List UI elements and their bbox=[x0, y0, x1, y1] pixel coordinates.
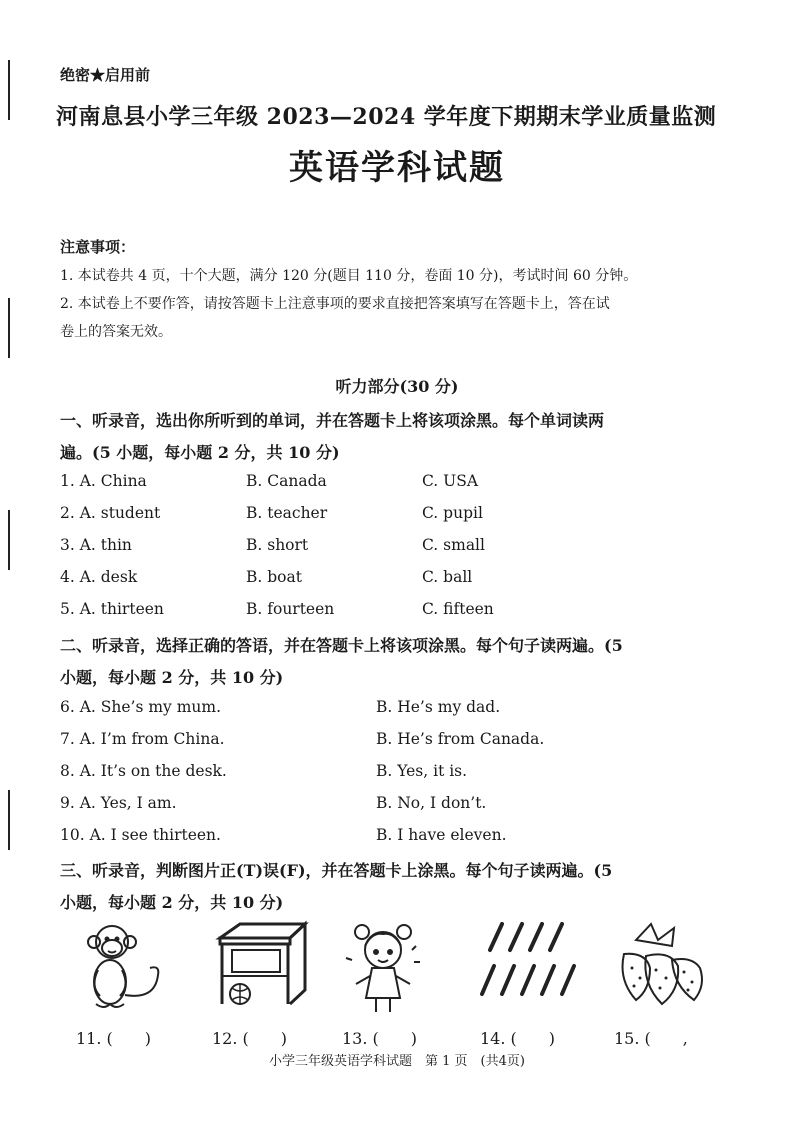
notice-heading: 注意事项： bbox=[60, 238, 136, 256]
option-a: 7. A. I’m from China. bbox=[60, 730, 225, 748]
girl-picture bbox=[342, 920, 452, 1020]
option-a: 3. A. thin bbox=[60, 536, 132, 554]
option-b: B. No, I don’t. bbox=[376, 794, 487, 812]
binding-margin-line bbox=[8, 60, 10, 120]
question-row bbox=[60, 600, 740, 622]
section-heading: 小题，每小题 2 分，共 10 分) bbox=[60, 893, 284, 912]
option-c: C. small bbox=[422, 536, 485, 554]
option-b: B. short bbox=[246, 536, 309, 554]
strawberries-picture bbox=[606, 920, 716, 1020]
option-a: 8. A. It’s on the desk. bbox=[60, 762, 227, 780]
notice-line: 1. 本试卷共 4 页，十个大题，满分 120 分(题目 110 分，卷面 10 分)，考试时间 60 分钟。 bbox=[60, 268, 638, 284]
confidential-label: 绝密★启用前 bbox=[60, 66, 151, 84]
page-footer: 小学三年级英语学科试题 第 1 页 (共4页) bbox=[269, 1054, 525, 1069]
option-a: 9. A. Yes, I am. bbox=[60, 794, 177, 812]
option-b: B. Canada bbox=[246, 472, 327, 490]
option-b: B. He’s from Canada. bbox=[376, 730, 545, 748]
option-a: 1. A. China bbox=[60, 472, 147, 490]
option-b: B. I have eleven. bbox=[376, 826, 507, 844]
binding-margin-line bbox=[8, 298, 10, 358]
picture-row bbox=[60, 920, 740, 1020]
section-heading: 遍。(5 小题，每小题 2 分，共 10 分) bbox=[60, 443, 340, 462]
listening-part-title: 听力部分(30 分) bbox=[335, 377, 459, 396]
option-a: 6. A. She’s my mum. bbox=[60, 698, 222, 716]
section-heading: 三、听录音，判断图片正(T)误(F)，并在答题卡上涂黑。每个句子读两遍。(5 bbox=[60, 861, 613, 880]
question-row bbox=[60, 536, 740, 558]
question-row bbox=[60, 472, 740, 494]
exam-subject-title: 英语学科试题 bbox=[289, 148, 505, 188]
pencils-picture bbox=[472, 920, 582, 1020]
section-heading: 二、听录音，选择正确的答语，并在答题卡上将该项涂黑。每个句子读两遍。(5 bbox=[60, 636, 623, 655]
question-row bbox=[60, 826, 740, 848]
question-row bbox=[60, 762, 740, 784]
option-a: 5. A. thirteen bbox=[60, 600, 164, 618]
question-row bbox=[60, 698, 740, 720]
option-c: C. fifteen bbox=[422, 600, 494, 618]
section-heading: 小题，每小题 2 分，共 10 分) bbox=[60, 668, 284, 687]
option-b: B. Yes, it is. bbox=[376, 762, 468, 780]
answer-blank: 11. ( ) bbox=[76, 1029, 152, 1048]
answer-blank: 14. ( ) bbox=[480, 1029, 556, 1048]
option-c: C. pupil bbox=[422, 504, 483, 522]
section-heading: 一、听录音，选出你所听到的单词，并在答题卡上将该项涂黑。每个单词读两 bbox=[60, 411, 605, 430]
answer-blank: 15. ( , bbox=[614, 1029, 688, 1048]
notice-line: 2. 本试卷上不要作答，请按答题卡上注意事项的要求直接把答案填写在答题卡上，答在试 bbox=[60, 296, 610, 312]
option-a: 2. A. student bbox=[60, 504, 161, 522]
exam-title: 河南息县小学三年级 2023—2024 学年度下期期末学业质量监测 bbox=[56, 104, 717, 130]
question-row bbox=[60, 794, 740, 816]
option-b: B. fourteen bbox=[246, 600, 335, 618]
option-c: C. USA bbox=[422, 472, 479, 490]
option-b: B. He’s my dad. bbox=[376, 698, 501, 716]
option-b: B. boat bbox=[246, 568, 302, 586]
binding-margin-line bbox=[8, 790, 10, 850]
option-c: C. ball bbox=[422, 568, 473, 586]
question-row bbox=[60, 568, 740, 590]
answer-blank: 12. ( ) bbox=[212, 1029, 288, 1048]
option-b: B. teacher bbox=[246, 504, 328, 522]
notice-line: 卷上的答案无效。 bbox=[60, 324, 172, 340]
question-row bbox=[60, 504, 740, 526]
question-row bbox=[60, 730, 740, 752]
answer-blank: 13. ( ) bbox=[342, 1029, 418, 1048]
option-a: 4. A. desk bbox=[60, 568, 138, 586]
monkey-picture bbox=[70, 920, 180, 1020]
option-a: 10. A. I see thirteen. bbox=[60, 826, 221, 844]
binding-margin-line bbox=[8, 510, 10, 570]
desk-with-ball-picture bbox=[210, 920, 320, 1020]
